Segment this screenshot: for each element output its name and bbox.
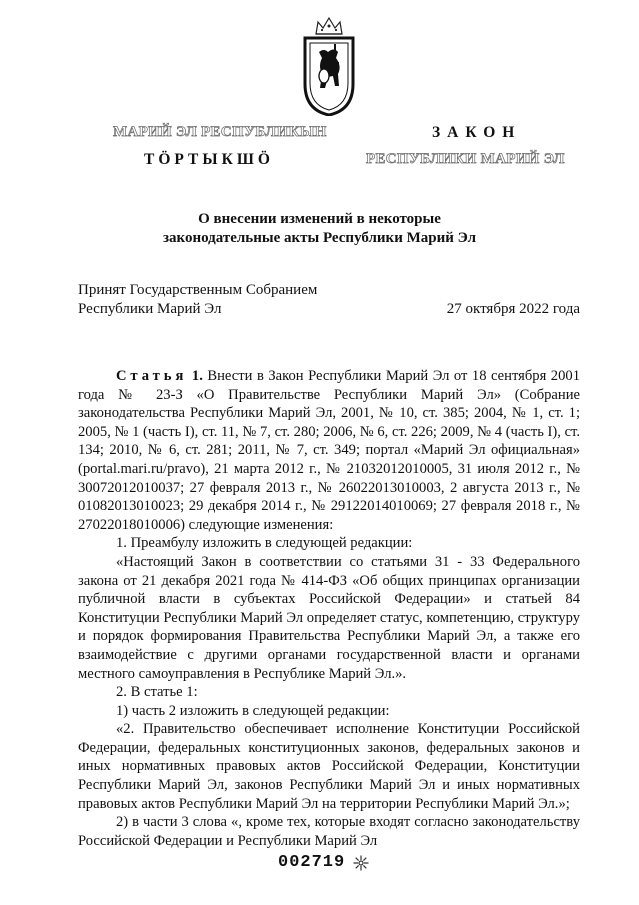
article-number: 1. xyxy=(191,368,203,384)
item-2-2: 2) в части 3 слова «, кроме тех, которые входят согласно законодательству Российской Федерации и Республики Марий Эл xyxy=(78,814,580,849)
adopted-line-2: Республики Марий Эл xyxy=(78,301,222,317)
article-intro: Внести в Закон Республики Марий Эл от 18 сентября 2001 года № 23-З «О Правительстве Республики Марий Эл» (Собрание законодательства Республики Марий Эл, 2001, № 10, ст. 385; 2004, № 1, ст. 1; 2005, № 1 (часть I), ст. 11, № 7, ст. 280; 2006, № 6, ст. 226; 2009, № 4 (часть I), ст. 134; 2010, № 6, ст. 281; 2011, № 7, ст. 349; портал «Марий Эл официальная» (portal.mari.ru/pravo), 21 марта 2012 г., № 21032012010005, 31 июля 2012 г., № 30072012010037; 27 февраля 2013 г., № 26022013010003, 2 августа 2013 г., № 01082013010023; 29 декабря 2014 г., № 29122014010069; 27 февраля 2018 г., № 27022018010006) следующие изменения: xyxy=(78,368,580,533)
item-1-quote: «Настоящий Закон в соответствии со статьями 31 - 33 Федерального закона от 21 декабря 2021 года № 414-ФЗ «Об общих принципах организации публичной власти в субъектах Российской Федерации» и статьей 84 Конституции Республики Марий Эл определяет статус, компетенцию, структуру и порядок формирования Правительства Республики Марий Эл, а также его взаимодействие с другими органами государственной власти и органами местного самоуправления в Республике Марий Эл.». xyxy=(78,553,580,682)
item-1: 1. Преамбулу изложить в следующей редакции: xyxy=(116,535,413,552)
asterisk-ornament-icon xyxy=(353,855,369,871)
title-line-2: законодательные акты Республики Марий Эл xyxy=(162,230,477,246)
coat-of-arms-icon xyxy=(302,14,356,116)
serial-number: 002719 xyxy=(278,853,346,872)
header-right-line1: ЗАКОН xyxy=(432,124,522,141)
header-left-line1: МАРИЙ ЭЛ РЕСПУБЛИКЫН xyxy=(113,124,327,140)
header-right-line2: РЕСПУБЛИКИ МАРИЙ ЭЛ xyxy=(366,151,565,167)
item-2: 2. В статье 1: xyxy=(116,684,198,701)
item-2-1: 1) часть 2 изложить в следующей редакции: xyxy=(116,702,390,719)
document-title xyxy=(0,210,639,248)
item-2-1-quote: «2. Правительство обеспечивает исполнение Конституции Российской Федерации, федеральных конституционных законов, федеральных законов и иных нормативных правовых актов Российской Федерации, Конституции Республики Марий Эл, законов Республики Марий Эл и иных нормативных правовых актов Республики Марий Эл на территории Республики Марий Эл.»; xyxy=(78,721,580,812)
header-left-line2: ТӦРТЫКШӦ xyxy=(144,151,274,168)
article-paragraph xyxy=(78,367,580,534)
adoption-block xyxy=(78,281,580,319)
document-body xyxy=(78,367,580,850)
title-line-1: О внесении изменений в некоторые xyxy=(198,211,441,227)
adopted-line-1: Принят Государственным Собранием xyxy=(78,282,318,298)
adoption-date: 27 октября 2022 года xyxy=(446,301,580,317)
article-word: Статья xyxy=(116,368,188,384)
